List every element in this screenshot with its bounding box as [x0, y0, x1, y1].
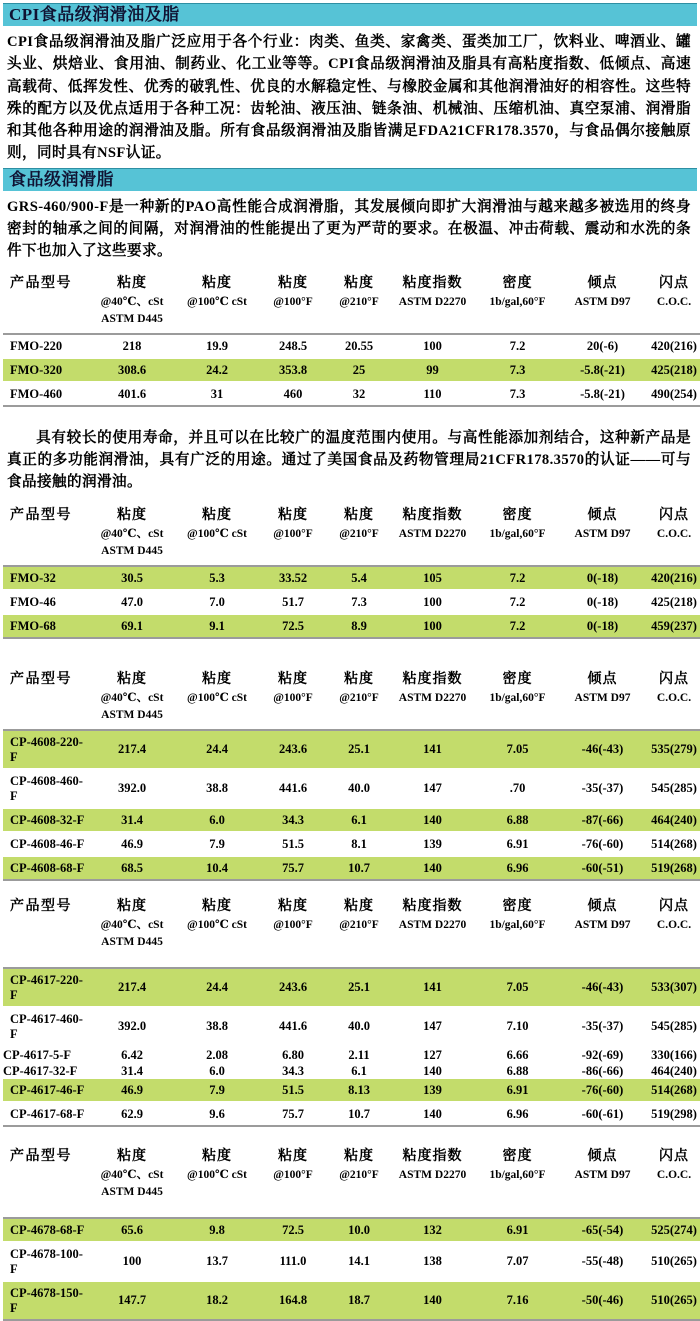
- value-cell: 75.7: [258, 856, 328, 880]
- value-cell: 545(285): [645, 1007, 700, 1046]
- value-cell: 0(-18): [560, 566, 645, 590]
- value-cell: 6.1: [328, 808, 390, 832]
- value-cell: 514(268): [645, 1079, 700, 1102]
- table-row: [3, 334, 700, 358]
- value-cell: 138: [390, 1242, 475, 1281]
- product-model-cell: CP-4617-46-F: [3, 1079, 88, 1102]
- value-cell: 20.55: [328, 334, 390, 358]
- col-header-product: 产品型号: [10, 898, 72, 914]
- value-cell: 9.8: [176, 1218, 258, 1242]
- header-row: [3, 271, 700, 334]
- header-row: [3, 503, 700, 566]
- spec-table-cp4617: [0, 894, 700, 1127]
- value-cell: 6.96: [506, 1106, 529, 1121]
- col-header: 密度 1b/gal,60°F: [489, 507, 546, 540]
- col-header: 粘度 @100°F: [273, 671, 313, 704]
- spec-table-fmo-low: [0, 503, 700, 639]
- col-header: 粘度指数 ASTM D2270: [398, 671, 467, 704]
- col-header: 粘度 @40℃、cSt ASTM D445: [100, 898, 164, 948]
- value-cell: -76(-60): [560, 1079, 645, 1102]
- value-cell: -5.8(-21): [580, 386, 625, 401]
- value-cell: 18.7: [328, 1281, 390, 1320]
- value-cell: -87(-66): [560, 808, 645, 832]
- value-cell: 7.3: [509, 386, 526, 401]
- value-cell: 401.6: [117, 386, 147, 401]
- table-row: [3, 1102, 700, 1126]
- value-cell: 425(218): [645, 358, 700, 382]
- col-header: 粘度 @100℃ cSt: [187, 275, 247, 308]
- product-model-cell: CP-4678-150-F: [3, 1281, 88, 1320]
- value-cell: 519(268): [645, 856, 700, 880]
- col-header: 密度 1b/gal,60°F: [489, 671, 546, 704]
- value-cell: 69.1: [88, 614, 176, 638]
- table-row: [3, 614, 700, 638]
- value-cell: 46.9: [88, 832, 176, 856]
- col-header: 粘度 @40℃、cSt ASTM D445: [100, 507, 164, 557]
- col-header: 倾点 ASTM D97: [574, 507, 631, 540]
- col-header: 粘度指数 ASTM D2270: [398, 1148, 467, 1181]
- col-header: 粘度 @40℃、cSt ASTM D445: [100, 671, 164, 721]
- value-cell: 7.9: [176, 832, 258, 856]
- value-cell: 51.5: [258, 832, 328, 856]
- value-cell: 330(166): [651, 1047, 697, 1062]
- section-title-grease-label: 食品级润滑脂: [9, 169, 114, 189]
- table-row: [3, 382, 700, 406]
- value-cell: 2.11: [348, 1047, 370, 1062]
- value-cell: 51.5: [258, 1079, 328, 1102]
- value-cell: 110: [423, 386, 442, 401]
- section-title-grease: [3, 168, 697, 191]
- value-cell: 75.7: [282, 1106, 304, 1121]
- value-cell: -92(-69): [581, 1047, 624, 1062]
- value-cell: 460: [283, 386, 303, 401]
- col-header: 粘度指数 ASTM D2270: [398, 275, 467, 308]
- col-header: 倾点 ASTM D97: [574, 275, 631, 308]
- product-model-cell: FMO-46: [3, 590, 88, 614]
- value-cell: 140: [390, 1281, 475, 1320]
- value-cell: 140: [390, 856, 475, 880]
- value-cell: 243.6: [258, 968, 328, 1007]
- col-header: 粘度 @210°F: [339, 1148, 379, 1181]
- table-row: [3, 856, 700, 880]
- value-cell: 441.6: [258, 1007, 328, 1046]
- value-cell: -5.8(-21): [560, 358, 645, 382]
- table-row: [3, 1063, 700, 1079]
- spec-table-cp4608: [0, 667, 700, 881]
- value-cell: 525(274): [645, 1218, 700, 1242]
- table-row: [3, 590, 700, 614]
- value-cell: 6.66: [506, 1047, 529, 1062]
- header-row: [3, 667, 700, 730]
- product-model-cell: CP-4678-100-F: [3, 1242, 88, 1281]
- value-cell: 7.9: [176, 1079, 258, 1102]
- col-header: 粘度 @100°F: [273, 1148, 313, 1181]
- product-model-cell: CP-4608-32-F: [3, 808, 88, 832]
- product-model-cell: FMO-460: [10, 386, 63, 401]
- product-model-cell: CP-4617-220-F: [3, 968, 88, 1007]
- table-row: [3, 358, 700, 382]
- product-model-cell: FMO-68: [3, 614, 88, 638]
- value-cell: 217.4: [88, 730, 176, 769]
- value-cell: 0(-18): [560, 590, 645, 614]
- col-header-product: 产品型号: [10, 671, 72, 687]
- header-row: [3, 894, 700, 968]
- document-page: [0, 3, 700, 1321]
- value-cell: 147.7: [88, 1281, 176, 1320]
- value-cell: 111.0: [258, 1242, 328, 1281]
- value-cell: 5.3: [176, 566, 258, 590]
- value-cell: 65.6: [88, 1218, 176, 1242]
- value-cell: 218: [88, 334, 176, 358]
- product-model-cell: CP-4608-46-F: [3, 832, 88, 856]
- table-row: [3, 566, 700, 590]
- value-cell: 0(-18): [560, 614, 645, 638]
- col-header: 粘度 @100°F: [273, 898, 313, 931]
- value-cell: -60(-61): [581, 1106, 624, 1121]
- value-cell: 5.4: [328, 566, 390, 590]
- value-cell: 47.0: [88, 590, 176, 614]
- value-cell: 459(237): [645, 614, 700, 638]
- value-cell: 353.8: [258, 358, 328, 382]
- col-header-product: 产品型号: [10, 507, 72, 523]
- value-cell: 2.08: [206, 1047, 228, 1062]
- value-cell: -46(-43): [560, 730, 645, 769]
- value-cell: 140: [423, 1106, 442, 1121]
- value-cell: 105: [390, 566, 475, 590]
- value-cell: 464(240): [645, 808, 700, 832]
- col-header: 粘度指数 ASTM D2270: [398, 507, 467, 540]
- value-cell: 7.2: [475, 590, 560, 614]
- value-cell: 100: [390, 334, 475, 358]
- value-cell: 33.52: [258, 566, 328, 590]
- col-header: 粘度指数 ASTM D2270: [398, 898, 467, 931]
- value-cell: 7.05: [475, 968, 560, 1007]
- col-header: 粘度 @100°F: [273, 507, 313, 540]
- value-cell: 24.2: [176, 358, 258, 382]
- value-cell: 7.0: [176, 590, 258, 614]
- value-cell: 127: [423, 1047, 442, 1062]
- value-cell: 19.9: [176, 334, 258, 358]
- col-header: 粘度 @100°F: [273, 275, 313, 308]
- value-cell: 535(279): [645, 730, 700, 769]
- value-cell: -35(-37): [560, 769, 645, 808]
- value-cell: 7.16: [475, 1281, 560, 1320]
- value-cell: 14.1: [328, 1242, 390, 1281]
- value-cell: -50(-46): [560, 1281, 645, 1320]
- value-cell: 6.88: [506, 1063, 529, 1078]
- value-cell: 30.5: [88, 566, 176, 590]
- col-header-product: 产品型号: [10, 275, 72, 291]
- value-cell: 100: [88, 1242, 176, 1281]
- value-cell: 141: [390, 730, 475, 769]
- value-cell: 514(268): [645, 832, 700, 856]
- value-cell: -46(-43): [560, 968, 645, 1007]
- product-model-cell: FMO-320: [3, 358, 88, 382]
- product-model-cell: CP-4678-68-F: [3, 1218, 88, 1242]
- col-header: 倾点 ASTM D97: [574, 671, 631, 704]
- value-cell: 243.6: [258, 730, 328, 769]
- spec-table: [3, 503, 700, 639]
- col-header: 密度 1b/gal,60°F: [489, 1148, 546, 1181]
- value-cell: 32: [352, 386, 366, 401]
- value-cell: 51.7: [258, 590, 328, 614]
- col-header: 倾点 ASTM D97: [574, 898, 631, 931]
- value-cell: 392.0: [88, 1007, 176, 1046]
- value-cell: -35(-37): [560, 1007, 645, 1046]
- col-header: 密度 1b/gal,60°F: [489, 898, 546, 931]
- value-cell: 6.0: [209, 1063, 225, 1078]
- product-model-cell: CP-4617-68-F: [10, 1106, 85, 1121]
- value-cell: 139: [390, 832, 475, 856]
- spec-table: [3, 1144, 700, 1321]
- value-cell: 139: [390, 1079, 475, 1102]
- value-cell: 392.0: [88, 769, 176, 808]
- col-header: 粘度 @100℃ cSt: [187, 1148, 247, 1181]
- col-header: 粘度 @210°F: [339, 275, 379, 308]
- table-row: [3, 808, 700, 832]
- value-cell: 441.6: [258, 769, 328, 808]
- value-cell: 38.8: [176, 1007, 258, 1046]
- value-cell: 13.7: [176, 1242, 258, 1281]
- value-cell: 7.10: [475, 1007, 560, 1046]
- product-model-cell: CP-4608-68-F: [3, 856, 88, 880]
- table-row: [3, 1079, 700, 1102]
- value-cell: -86(-66): [581, 1063, 624, 1078]
- value-cell: 147: [390, 1007, 475, 1046]
- col-header: 闪点 C.O.C.: [656, 1148, 692, 1181]
- value-cell: 99: [390, 358, 475, 382]
- value-cell: 40.0: [328, 769, 390, 808]
- value-cell: 7.07: [475, 1242, 560, 1281]
- value-cell: 9.6: [209, 1106, 225, 1121]
- value-cell: 34.3: [258, 808, 328, 832]
- value-cell: 140: [390, 808, 475, 832]
- value-cell: 510(265): [645, 1281, 700, 1320]
- value-cell: 31.4: [88, 808, 176, 832]
- value-cell: 7.2: [475, 614, 560, 638]
- value-cell: 18.2: [176, 1281, 258, 1320]
- col-header: 粘度 @100℃ cSt: [187, 507, 247, 540]
- value-cell: 72.5: [258, 1218, 328, 1242]
- value-cell: 10.4: [176, 856, 258, 880]
- col-header: 闪点 C.O.C.: [656, 898, 692, 931]
- value-cell: 38.8: [176, 769, 258, 808]
- value-cell: 6.80: [282, 1047, 304, 1062]
- table-row: [3, 769, 700, 808]
- value-cell: 20(-6): [560, 334, 645, 358]
- value-cell: 6.91: [475, 1079, 560, 1102]
- value-cell: 420(216): [645, 566, 700, 590]
- value-cell: 519(298): [651, 1106, 697, 1121]
- value-cell: 464(240): [651, 1063, 697, 1078]
- value-cell: 248.5: [258, 334, 328, 358]
- value-cell: 425(218): [645, 590, 700, 614]
- product-model-cell: FMO-32: [3, 566, 88, 590]
- product-model-cell: CP-4608-220-F: [3, 730, 88, 769]
- value-cell: 25: [328, 358, 390, 382]
- value-cell: 62.9: [121, 1106, 143, 1121]
- col-header-product: 产品型号: [10, 1148, 72, 1164]
- value-cell: 72.5: [258, 614, 328, 638]
- spec-table-cp4678: [0, 1144, 700, 1321]
- value-cell: 533(307): [645, 968, 700, 1007]
- value-cell: 141: [390, 968, 475, 1007]
- value-cell: 8.1: [328, 832, 390, 856]
- value-cell: 6.0: [176, 808, 258, 832]
- value-cell: 7.2: [475, 334, 560, 358]
- table-row: [3, 1046, 700, 1063]
- value-cell: 510(265): [645, 1242, 700, 1281]
- table-row: [3, 968, 700, 1007]
- value-cell: 545(285): [645, 769, 700, 808]
- value-cell: 8.9: [328, 614, 390, 638]
- spec-table: [3, 894, 700, 1127]
- value-cell: 132: [390, 1218, 475, 1242]
- col-header: 粘度 @210°F: [339, 507, 379, 540]
- value-cell: -76(-60): [560, 832, 645, 856]
- product-model-cell: FMO-220: [3, 334, 88, 358]
- value-cell: -65(-54): [560, 1218, 645, 1242]
- value-cell: 147: [390, 769, 475, 808]
- value-cell: 490(254): [651, 386, 697, 401]
- mid-paragraph: 具有较长的使用寿命，并且可以在比较广的温度范围内使用。与高性能添加剂结合，这种新产品是真正的多功能润滑油，具有广泛的用途。通过了美国食品及药物管理局21CFR178.3570的认证——可与食品接触的润滑油。: [7, 429, 691, 491]
- value-cell: 10.7: [348, 1106, 370, 1121]
- value-cell: 100: [390, 614, 475, 638]
- col-header: 密度 1b/gal,60°F: [489, 275, 546, 308]
- value-cell: 25.1: [328, 730, 390, 769]
- value-cell: 24.4: [176, 730, 258, 769]
- value-cell: 6.42: [121, 1047, 143, 1062]
- value-cell: 34.3: [282, 1063, 304, 1078]
- value-cell: 7.2: [475, 566, 560, 590]
- value-cell: 217.4: [88, 968, 176, 1007]
- value-cell: 31: [210, 386, 224, 401]
- spec-table: [3, 667, 700, 881]
- col-header: 粘度 @100℃ cSt: [187, 898, 247, 931]
- grease-paragraph: GRS-460/900-F是一种新的PAO高性能合成润滑脂，其发展倾向即扩大润滑油与越来越多被选用的终身密封的轴承之间的间隔，对润滑油的性能提出了更为严苛的要求。在极温、冲击荷载、震动和水洗的条件下也加入了这些要求。: [7, 198, 691, 260]
- intro-paragraph: CPI食品级润滑油及脂广泛应用于各个行业：肉类、鱼类、家禽类、蛋类加工厂，饮料业、啤酒业、罐头业、烘焙业、食用油、制药业、化工业等等。CPI食品级润滑油及脂具有高粘度指数、低倾点、高速高载荷、低挥发性、优秀的破乳性、优良的水解稳定性、与橡胶金属和其他润滑油好的相容性。这些特殊的配方以及优点适用于各种工况：齿轮油、液压油、链条油、机械油、压缩机油、真空泵浦、润滑脂和其他各种用途的润滑油及脂。所有食品级润滑油及脂皆满足FDA21CFR178.3570，与食品偶尔接触原则，同时具有NSF认证。: [7, 34, 691, 162]
- value-cell: 164.8: [258, 1281, 328, 1320]
- col-header: 粘度 @210°F: [339, 898, 379, 931]
- table-row: [3, 1281, 700, 1320]
- section-title-main-label: CPI食品级润滑油及脂: [9, 5, 180, 24]
- col-header: 粘度 @40℃、cSt ASTM D445: [100, 1148, 164, 1198]
- value-cell: 7.3: [328, 590, 390, 614]
- value-cell: 46.9: [88, 1079, 176, 1102]
- value-cell: -60(-51): [560, 856, 645, 880]
- product-model-cell: CP-4617-32-F: [3, 1063, 78, 1078]
- col-header: 闪点 C.O.C.: [656, 671, 692, 704]
- section-title-main: [3, 3, 697, 26]
- value-cell: .70: [475, 769, 560, 808]
- value-cell: 8.13: [328, 1079, 390, 1102]
- value-cell: 24.4: [176, 968, 258, 1007]
- spec-table: [3, 271, 700, 407]
- value-cell: 31.4: [121, 1063, 143, 1078]
- header-row: [3, 1144, 700, 1218]
- value-cell: 6.91: [475, 1218, 560, 1242]
- product-model-cell: CP-4617-5-F: [3, 1047, 72, 1062]
- value-cell: 6.1: [351, 1063, 367, 1078]
- col-header: 粘度 @40℃、cSt ASTM D445: [100, 275, 164, 325]
- value-cell: 140: [423, 1063, 442, 1078]
- product-model-cell: CP-4608-460-F: [3, 769, 88, 808]
- value-cell: 40.0: [328, 1007, 390, 1046]
- value-cell: 25.1: [328, 968, 390, 1007]
- col-header: 闪点 C.O.C.: [656, 507, 692, 540]
- table-row: [3, 730, 700, 769]
- table-row: [3, 1218, 700, 1242]
- value-cell: -55(-48): [560, 1242, 645, 1281]
- col-header: 粘度 @100℃ cSt: [187, 671, 247, 704]
- value-cell: 9.1: [176, 614, 258, 638]
- value-cell: 6.91: [475, 832, 560, 856]
- value-cell: 10.0: [328, 1218, 390, 1242]
- product-model-cell: CP-4617-460-F: [3, 1007, 88, 1046]
- value-cell: 100: [390, 590, 475, 614]
- col-header: 粘度 @210°F: [339, 671, 379, 704]
- table-row: [3, 832, 700, 856]
- col-header: 闪点 C.O.C.: [656, 275, 692, 308]
- value-cell: 7.3: [475, 358, 560, 382]
- value-cell: 420(216): [645, 334, 700, 358]
- value-cell: 6.96: [475, 856, 560, 880]
- value-cell: 68.5: [88, 856, 176, 880]
- value-cell: 10.7: [328, 856, 390, 880]
- table-row: [3, 1007, 700, 1046]
- table-row: [3, 1242, 700, 1281]
- col-header: 倾点 ASTM D97: [574, 1148, 631, 1181]
- value-cell: 308.6: [88, 358, 176, 382]
- spec-table-fmo-high: [0, 271, 700, 407]
- value-cell: 6.88: [475, 808, 560, 832]
- value-cell: 7.05: [475, 730, 560, 769]
